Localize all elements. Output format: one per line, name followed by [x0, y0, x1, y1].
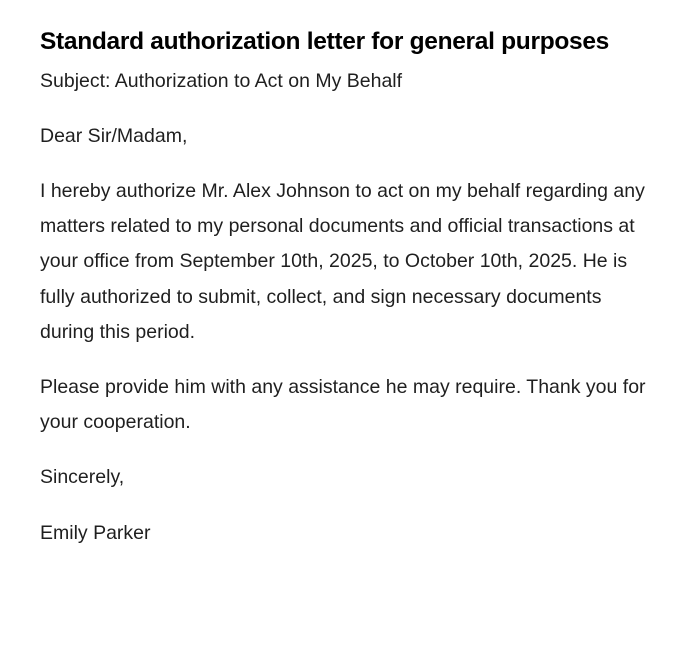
letter-title: Standard authorization letter for general purposes — [40, 28, 610, 55]
letter-closing: Sincerely, — [40, 466, 125, 489]
letter-body-paragraph-1: I hereby authorize Mr. Alex Johnson to act on my behalf regarding any matters related to my personal documents and official transactions at your office from September 10th, 2025, to October 10th, 2025. He is fully authorized to submit, collect, and sign necessary documents during this period. — [40, 180, 645, 343]
letter-salutation: Dear Sir/Madam, — [40, 125, 188, 147]
letter-subject: Subject: Authorization to Act on My Behalf — [40, 70, 403, 92]
letter-signature-name: Emily Parker — [40, 522, 151, 545]
letter-body-paragraph-2: Please provide him with any assistance he may require. Thank you for your cooperation. — [40, 375, 646, 434]
authorization-letter — [40, 20, 650, 551]
